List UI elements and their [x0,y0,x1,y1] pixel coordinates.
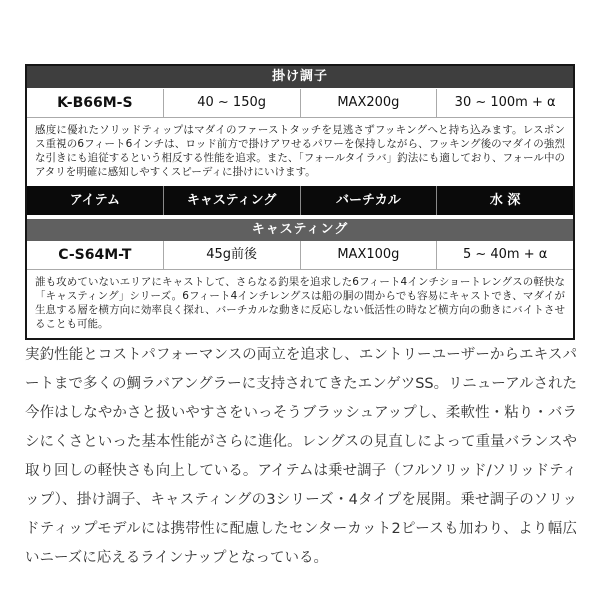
depth-range-cell: 30 ~ 100m + α [436,89,573,117]
model-code-cell: K-B66M-S [57,95,133,111]
column-header-depth: 水 深 [436,186,573,215]
spec-row-casting [27,241,573,269]
spec-row-kake [27,89,573,117]
description-kake-choshi: 感度に優れたソリッドティップはマダイのファーストタッチを見逃さずフッキングへと持ち込みます。レスポンス重視の6フィート6インチは、ロッド前方で掛けアワせるパワーを保持しながら、フッキング後のマダイの強烈な引きにも追従するという相反する性能を追求。また、「フォールタイラバ」釣法にも適しており、フォール中のアタリを明確に感知しやすくスピーディに掛けにいけます。 [27,117,573,186]
section-header-casting: キャスティング [27,219,573,241]
column-header-vertical: バーチカル [300,186,437,215]
vertical-weight-cell: MAX200g [300,89,437,117]
casting-weight-cell: 40 ~ 150g [163,89,300,117]
section-header-kake-choshi: 掛け調子 [27,66,573,89]
column-header-item: アイテム [69,193,120,208]
depth-range-cell: 5 ~ 40m + α [436,241,573,269]
model-code-cell: C-S64M-T [58,247,132,263]
description-casting: 誰も攻めていないエリアにキャストして、さらなる釣果を追求した6フィート4インチショートレングスの軽快な「キャスティング」シリーズ。6フィート4インチレングスは船の胴の間からでも容易にキャストでき、マダイが生息する層を横方向に効率良く探れ、バーチカルな動きに反応しない低活性の時など横方向の動きにバイトさせることも可能。 [27,269,573,338]
vertical-weight-cell: MAX100g [300,241,437,269]
column-header-row [27,186,573,215]
spec-table [25,64,575,340]
column-header-casting: キャスティング [163,186,300,215]
casting-weight-cell: 45g前後 [163,241,300,269]
product-overview-paragraph: 実釣性能とコストパフォーマンスの両立を追求し、エントリーユーザーからエキスパートまで多くの鯛ラバアングラーに支持されてきたエンゲツSS。リニューアルされた今作はしなやかさと扱いやすさをいっそうブラッシュアップし、柔軟性・粘り・バラシにくさといった基本性能がさらに進化。レングスの見直しによって重量バランスや取り回しの軽快さも向上している。アイテムは乗せ調子（フルソリッド/ソリッドティップ）、掛け調子、キャスティングの3シリーズ・4タイプを展開。乗せ調子のソリッドティップモデルには携帯性に配慮したセンターカット2ピースも加わり、より幅広いニーズに応えるラインナップとなっている。 [25,347,578,566]
